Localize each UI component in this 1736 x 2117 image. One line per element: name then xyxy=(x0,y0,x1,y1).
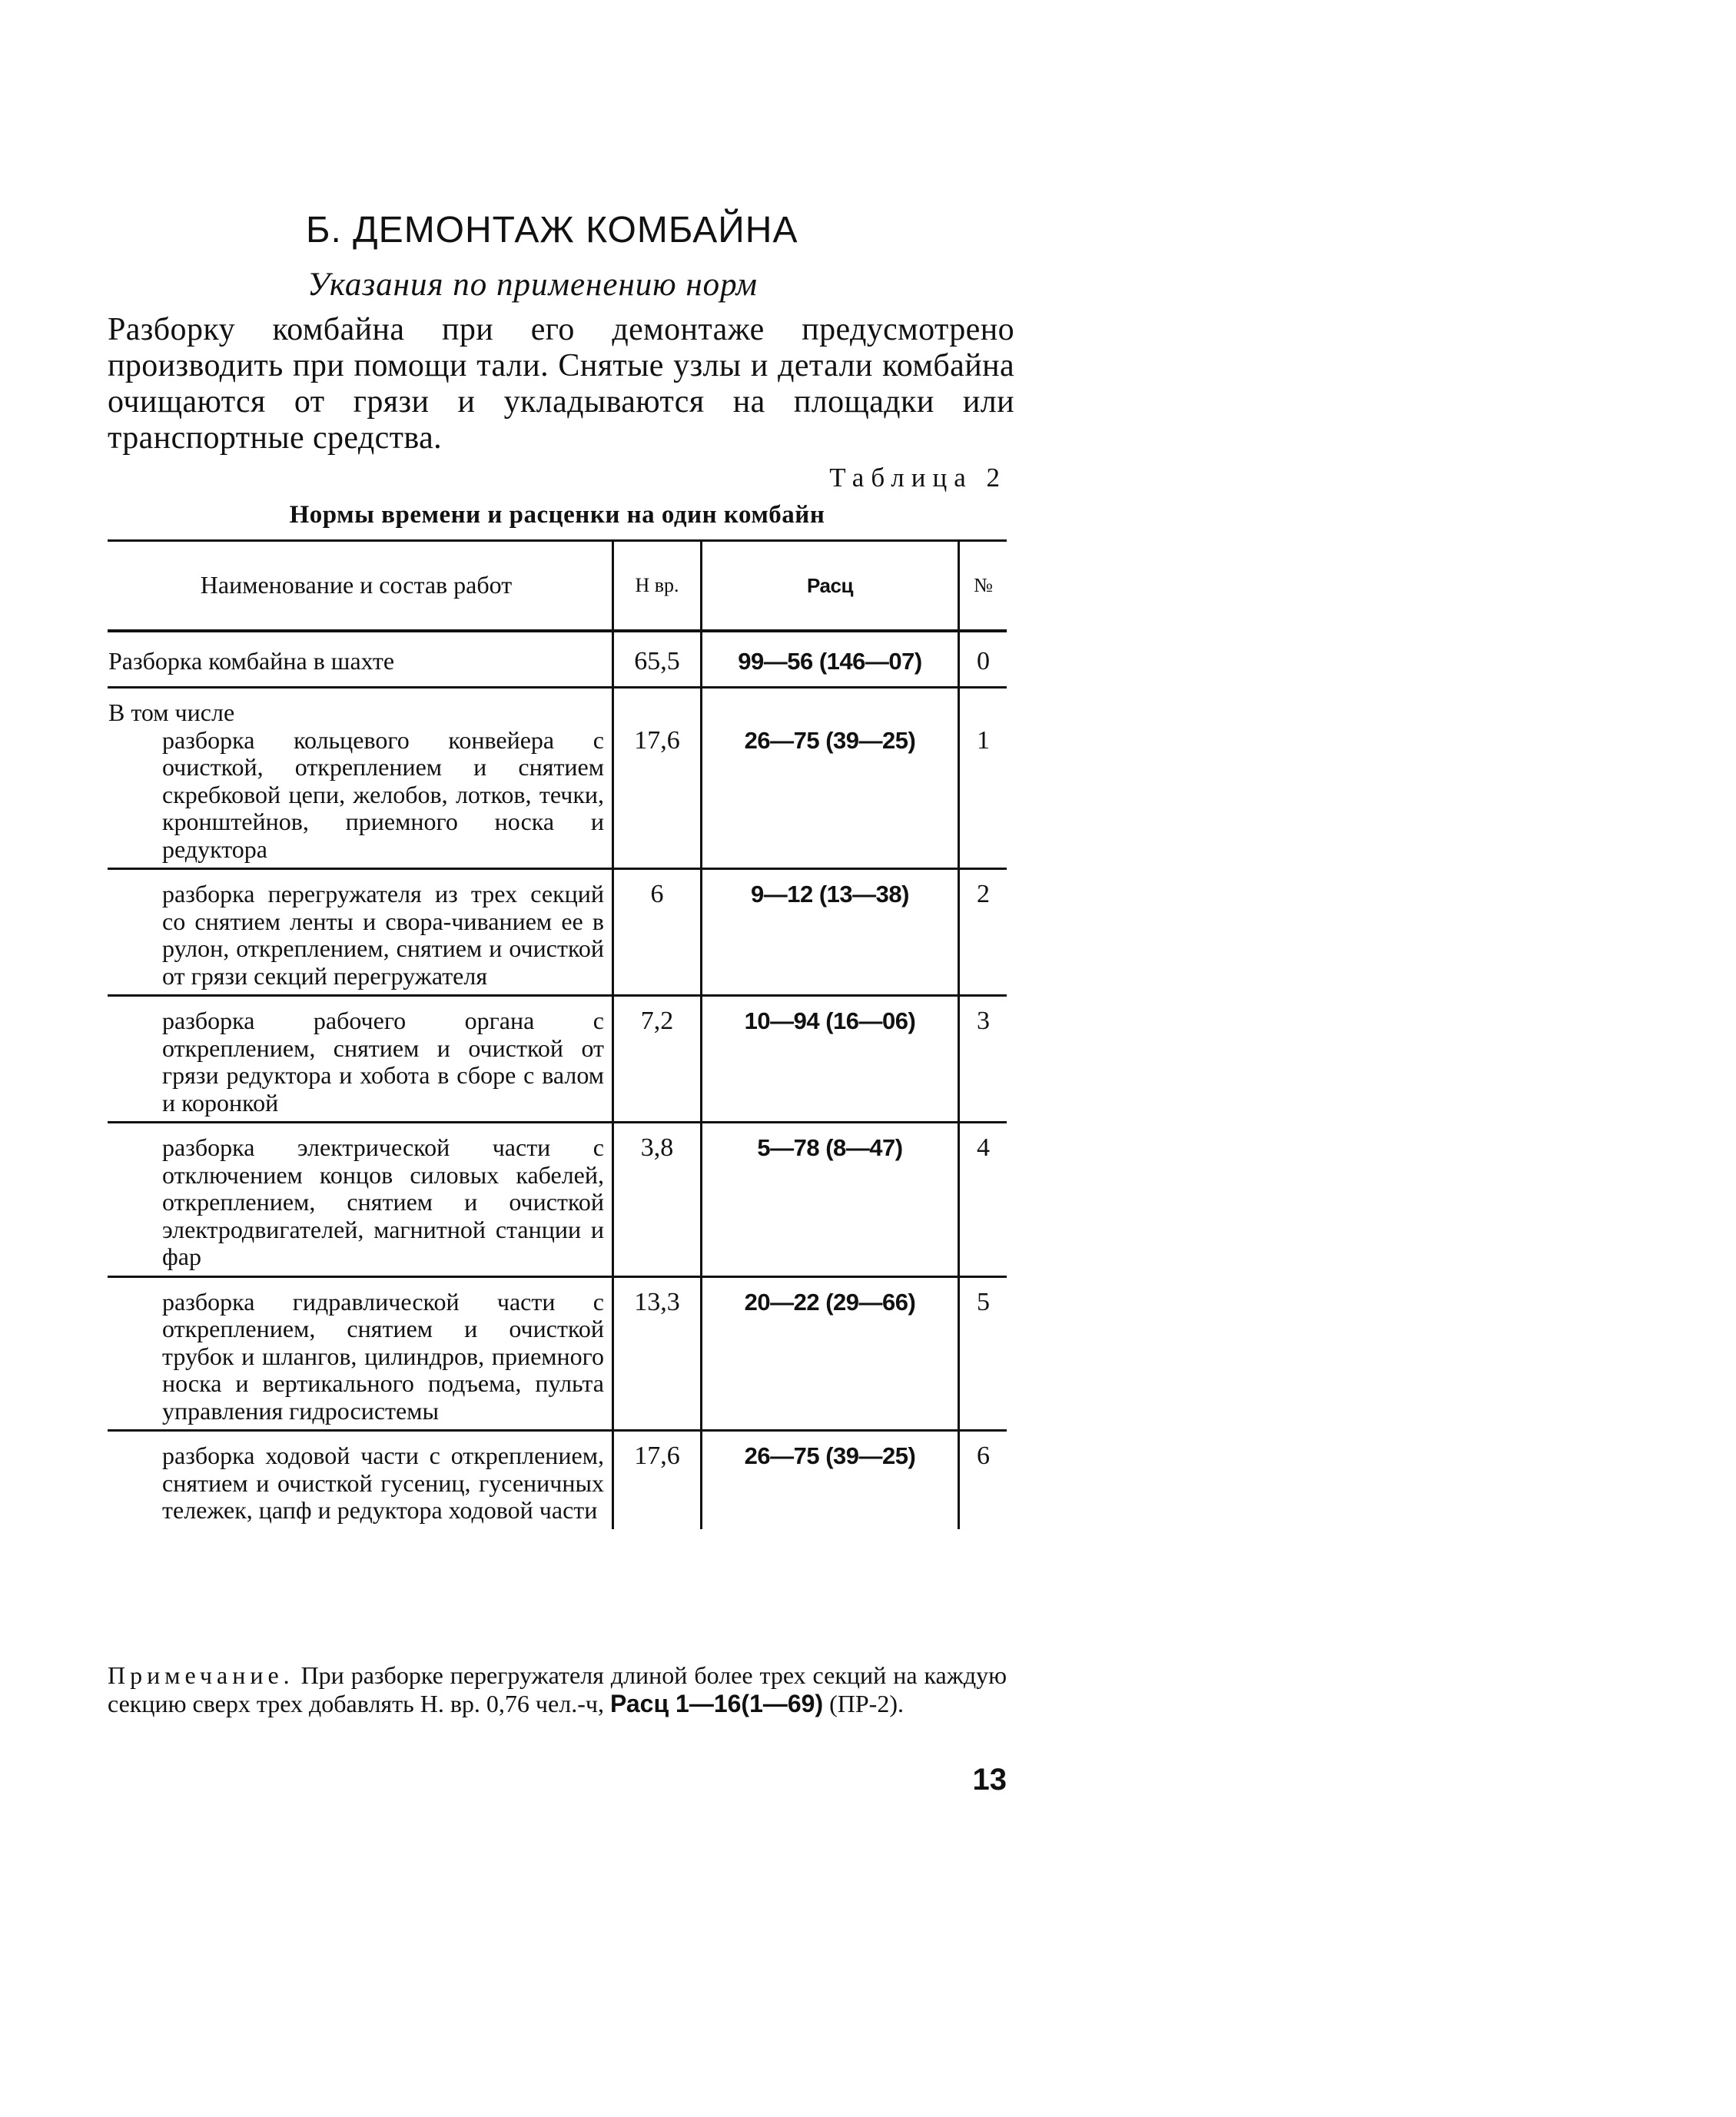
row-num: 1 xyxy=(977,726,990,755)
table-row xyxy=(108,1123,1007,1277)
row-rasc: 99—56 (146—07) xyxy=(702,631,959,688)
table-row xyxy=(108,1276,1007,1431)
table-row xyxy=(108,631,1007,688)
row-hvr: 3,8 xyxy=(613,1123,702,1277)
row-rasc: 26—75 (39—25) xyxy=(702,1431,959,1529)
row-name: разборка ходовой части с откреплением, снятием и очисткой гусениц, гусеничных тележек, цапф и редуктора ходовой части xyxy=(162,1442,604,1524)
row-num: 6 xyxy=(977,1442,990,1470)
row-rasc: 9—12 (13—38) xyxy=(702,869,959,996)
row-hvr: 6 xyxy=(613,869,702,996)
row-lead: В том числе xyxy=(108,698,235,726)
row-name: разборка электрической части с отключением концов силовых кабелей, откреплением, снятием и очисткой электродвигателей, магнитной станции и фар xyxy=(162,1133,604,1270)
row-name: разборка рабочего органа с откреплением, снятием и очисткой от грязи редуктора и хобота в сборе с валом и коронкой xyxy=(162,1007,604,1117)
row-num: 5 xyxy=(977,1287,990,1316)
table-label: Таблица 2 xyxy=(829,463,1007,493)
row-hvr: 65,5 xyxy=(613,631,702,688)
table-row xyxy=(108,996,1007,1123)
row-num: 4 xyxy=(977,1133,990,1162)
table-row xyxy=(108,1431,1007,1529)
row-name-cell xyxy=(108,996,613,1123)
header-name: Наименование и состав работ xyxy=(108,541,613,632)
page-number: 13 xyxy=(972,1763,1007,1797)
header-rasc: Расц xyxy=(702,541,959,632)
table-note xyxy=(108,1661,1007,1718)
row-num: 0 xyxy=(977,647,990,675)
row-name: Разборка комбайна в шахте xyxy=(108,647,395,675)
row-rasc: 10—94 (16—06) xyxy=(702,996,959,1123)
note-rasc: Расц 1—16(1—69) xyxy=(609,1690,824,1717)
header-hvr: Н вр. xyxy=(613,541,702,632)
intro-paragraph: Разборку комбайна при его демонтаже предусмотрено производить при помощи тали. Снятые узлы и детали комбайна очищаются от грязи и укладываются на площадки или транспортные средства. xyxy=(108,312,1014,456)
row-rasc: 26—75 (39—25) xyxy=(702,688,959,869)
note-label: Примечание. xyxy=(108,1661,294,1689)
table-row xyxy=(108,869,1007,996)
row-num: 3 xyxy=(977,1007,990,1035)
norms-table xyxy=(108,539,1007,1529)
table-row xyxy=(108,688,1007,869)
row-name-cell xyxy=(108,1123,613,1277)
row-hvr: 17,6 xyxy=(613,1431,702,1529)
section-subtitle: Указания по применению норм xyxy=(307,267,758,303)
table-header-row xyxy=(108,541,1007,632)
row-name-cell xyxy=(108,869,613,996)
row-name: разборка гидравлической части с откреплением, снятием и очисткой трубок и шлангов, цилиндров, приемного носка и вертикального подъема, пульта управления гидросистемы xyxy=(162,1287,604,1425)
row-name: разборка перегружателя из трех секций со снятием ленты и свора-чиванием ее в рулон, откреплением, снятием и очисткой от грязи секций перегружателя xyxy=(162,880,604,990)
note-text: При разборке перегружателя длиной более трех секций на каждую секцию сверх трех добавлять Н. вр. 0,76 чел.-ч, xyxy=(108,1661,1007,1717)
row-hvr: 17,6 xyxy=(613,688,702,869)
row-name-cell xyxy=(108,1276,613,1431)
row-hvr: 13,3 xyxy=(613,1276,702,1431)
row-name: разборка кольцевого конвейера с очисткой, откреплением и снятием скребковой цепи, желобов, лотков, течки, кронштейнов, приемного носка и редуктора xyxy=(162,725,604,863)
row-num: 2 xyxy=(977,880,990,908)
table-title: Нормы времени и расценки на один комбайн xyxy=(289,501,825,529)
row-rasc: 5—78 (8—47) xyxy=(702,1123,959,1277)
row-name-cell xyxy=(108,1431,613,1529)
section-title: Б. ДЕМОНТАЖ КОМБАЙНА xyxy=(306,210,798,251)
row-name-cell xyxy=(108,688,613,869)
row-hvr: 7,2 xyxy=(613,996,702,1123)
note-tail: (ПР-2). xyxy=(829,1690,904,1717)
row-rasc: 20—22 (29—66) xyxy=(702,1276,959,1431)
header-num: № xyxy=(959,541,1007,632)
